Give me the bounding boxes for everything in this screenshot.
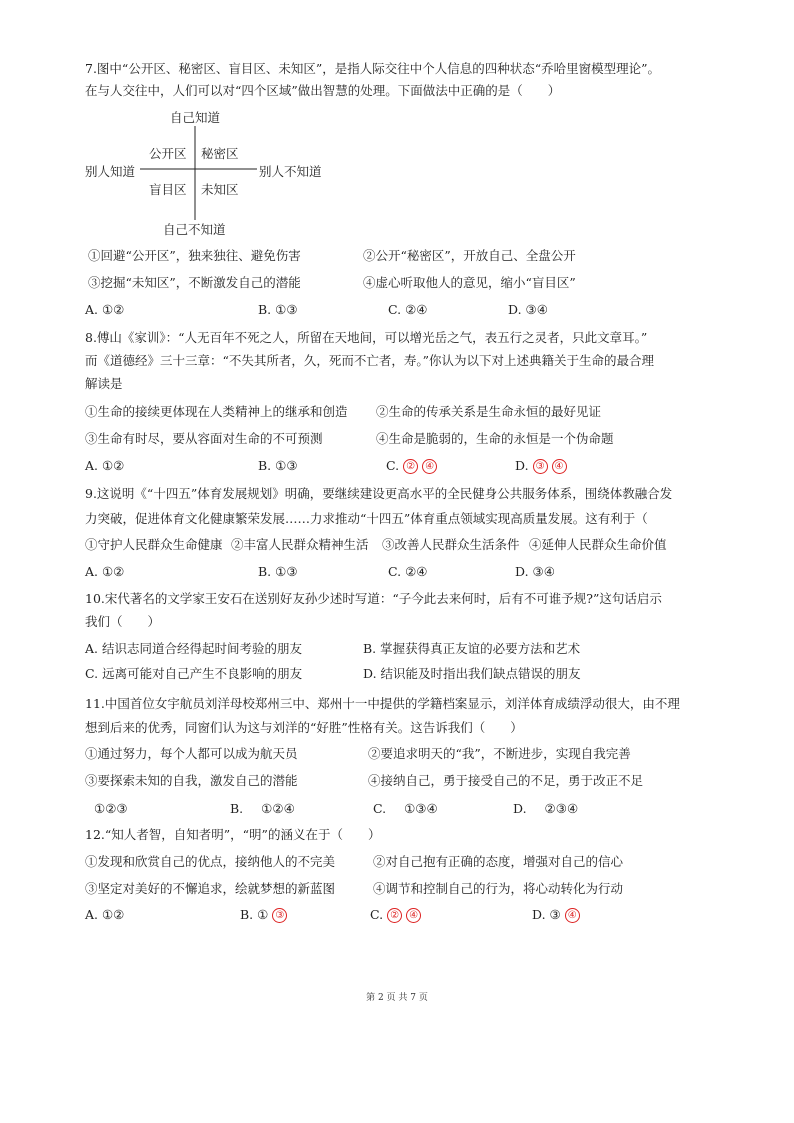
q9-stem-line2: 力突破，促进体育文化健康繁荣发展……力求推动“十四五”体育重点领域实现高质量发展。这有利于（ bbox=[85, 511, 648, 526]
q12-option-c-mark-1: ② bbox=[387, 908, 402, 923]
q8-option-d-mark-1: ③ bbox=[533, 459, 548, 474]
q7-stem-line2: 在与人交往中，人们可以对“四个区域”做出智慧的处理。下面做法中正确的是（ ） bbox=[85, 83, 561, 98]
q8-option-b: B. ①③ bbox=[258, 458, 298, 473]
diagram-right-label: 别人不知道 bbox=[259, 164, 322, 179]
q12-statement-4: ④调节和控制自己的行为，将心动转化为行动 bbox=[373, 881, 624, 896]
q12-option-c-mark-2: ④ bbox=[406, 908, 421, 923]
q8-option-d-prefix: D. bbox=[515, 458, 529, 473]
q9-stem-line1: 9.这说明《“十四五”体育发展规划》明确，要继续建设更高水平的全民健身公共服务体系，围绕体教融合发 bbox=[85, 486, 673, 501]
q12-statement-3: ③坚定对美好的不懈追求，绘就梦想的新蓝图 bbox=[85, 881, 336, 896]
q9-statement-2: ②丰富人民群众精神生活 bbox=[231, 537, 369, 552]
q8-option-c-mark-2: ④ bbox=[422, 459, 437, 474]
q7-statement-1: ①回避“公开区”，独来独往、避免伤害 bbox=[88, 248, 301, 263]
diagram-secret-area: 秘密区 bbox=[201, 146, 239, 161]
q12-option-d bbox=[532, 906, 580, 924]
q10-option-b: B. 掌握获得真正友谊的必要方法和艺术 bbox=[363, 641, 581, 656]
q9-statement-3: ③改善人民群众生活条件 bbox=[382, 537, 520, 552]
q12-option-c bbox=[370, 906, 421, 924]
q11-statement-1: ①通过努力，每个人都可以成为航天员 bbox=[85, 746, 298, 761]
q12-stem: 12.“知人者智，自知者明”，“明”的涵义在于（ ） bbox=[85, 827, 381, 842]
q7-statement-4: ④虚心听取他人的意见，缩小“盲目区” bbox=[363, 275, 576, 290]
q9-option-a: A. ①② bbox=[85, 564, 125, 579]
q11-option-d-prefix: D. bbox=[513, 801, 527, 816]
q8-stem-line2: 而《道德经》三十三章：“不失其所者，久，死而不亡者，寿。”你认为以下对上述典籍关于生命的最合理 bbox=[85, 353, 655, 368]
q12-option-d-mark: ④ bbox=[565, 908, 580, 923]
q8-statement-4: ④生命是脆弱的，生命的永恒是一个伪命题 bbox=[376, 431, 614, 446]
q12-option-b-mark: ③ bbox=[272, 908, 287, 923]
diagram-top-label: 自己知道 bbox=[170, 110, 221, 125]
q8-stem-line1: 8.傅山《家训》：“人无百年不死之人，所留在天地间，可以增光岳之气，表五行之灵者，只此文章耳。” bbox=[85, 330, 648, 345]
q10-option-d: D. 结识能及时指出我们缺点错误的朋友 bbox=[363, 666, 581, 681]
q11-option-b-text: ①②④ bbox=[261, 801, 295, 816]
page-footer: 第 2 页 共 7 页 bbox=[366, 993, 428, 1003]
q9-statement-1: ①守护人民群众生命健康 bbox=[85, 537, 223, 552]
q8-option-a: A. ①② bbox=[85, 458, 125, 473]
q11-option-c-text: ①③④ bbox=[404, 801, 438, 816]
q8-stem-line3: 解读是 bbox=[85, 376, 123, 391]
q11-option-b-prefix: B. bbox=[230, 801, 244, 816]
q11-option-d-text: ②③④ bbox=[544, 801, 579, 816]
q10-option-a: A. 结识志同道合经得起时间考验的朋友 bbox=[85, 641, 302, 656]
q11-option-c bbox=[373, 800, 438, 818]
q9-option-c: C. ②④ bbox=[388, 564, 428, 579]
diagram-unknown-area: 未知区 bbox=[201, 182, 239, 197]
q7-option-b: B. ①③ bbox=[258, 302, 298, 317]
q12-option-c-prefix: C. bbox=[370, 907, 384, 922]
q8-option-c-mark-1: ② bbox=[403, 459, 418, 474]
q12-option-a: A. ①② bbox=[85, 907, 125, 922]
q7-option-a: A. ①② bbox=[85, 302, 125, 317]
q10-option-c: C. 远离可能对自己产生不良影响的朋友 bbox=[85, 666, 303, 681]
diagram-bottom-label: 自己不知道 bbox=[163, 222, 226, 237]
q8-option-d bbox=[515, 457, 567, 475]
q11-option-a: ①②③ bbox=[94, 801, 128, 816]
q7-statement-2: ②公开“秘密区”，开放自己、全盘公开 bbox=[363, 248, 576, 263]
q9-statement-4: ④延伸人民群众生命价值 bbox=[529, 537, 667, 552]
diagram-blind-area: 盲目区 bbox=[149, 182, 187, 197]
q11-statement-3: ③要探索未知的自我，激发自己的潜能 bbox=[85, 773, 298, 788]
q8-statement-3: ③生命有时尽，要从容面对生命的不可预测 bbox=[85, 431, 323, 446]
q11-option-d bbox=[513, 800, 578, 818]
q12-option-b bbox=[240, 906, 287, 924]
q8-option-d-mark-2: ④ bbox=[552, 459, 567, 474]
q9-option-d: D. ③④ bbox=[515, 564, 555, 579]
q8-statement-2: ②生命的传承关系是生命永恒的最好见证 bbox=[376, 404, 602, 419]
diagram-open-area: 公开区 bbox=[149, 146, 187, 161]
q11-stem-line2: 想到后来的优秀，同窗们认为这与刘洋的“好胜”性格有关。这告诉我们（ ） bbox=[85, 720, 523, 735]
q9-option-b: B. ①③ bbox=[258, 564, 298, 579]
q8-option-c-prefix: C. bbox=[386, 458, 400, 473]
q7-option-c: C. ②④ bbox=[388, 302, 428, 317]
q7-option-d: D. ③④ bbox=[508, 302, 548, 317]
q12-statement-1: ①发现和欣赏自己的优点，接纳他人的不完美 bbox=[85, 854, 336, 869]
q11-stem-line1: 11.中国首位女宇航员刘洋母校郑州三中、郑州十一中提供的学籍档案显示，刘洋体育成绩浮动很大，由不理 bbox=[85, 696, 680, 711]
q12-option-d-prefix: D. ③ bbox=[532, 907, 561, 922]
q7-stem-line1: 7.图中“公开区、秘密区、盲目区、未知区”，是指人际交往中个人信息的四种状态“乔哈里窗模型理论”。 bbox=[85, 61, 660, 76]
q10-stem-line1: 10.宋代著名的文学家王安石在送别好友孙少述时写道：“子今此去来何时，后有不可谁予规?”这句话启示 bbox=[85, 591, 662, 606]
q11-option-c-prefix: C. bbox=[373, 801, 387, 816]
q8-statement-1: ①生命的接续更体现在人类精神上的继承和创造 bbox=[85, 404, 348, 419]
q10-stem-line2: 我们（ ） bbox=[85, 614, 161, 629]
q12-option-b-prefix: B. ① bbox=[240, 907, 269, 922]
q8-option-c bbox=[386, 457, 437, 475]
johari-window-diagram bbox=[85, 108, 345, 238]
q11-option-b bbox=[230, 800, 295, 818]
diagram-left-label: 别人知道 bbox=[85, 164, 136, 179]
q11-statement-4: ④接纳自己，勇于接受自己的不足，勇于改正不足 bbox=[368, 773, 644, 788]
q11-statement-2: ②要追求明天的“我”，不断进步，实现自我完善 bbox=[368, 746, 631, 761]
q12-statement-2: ②对自己抱有正确的态度，增强对自己的信心 bbox=[373, 854, 624, 869]
q7-statement-3: ③挖掘“未知区”，不断激发自己的潜能 bbox=[88, 275, 301, 290]
